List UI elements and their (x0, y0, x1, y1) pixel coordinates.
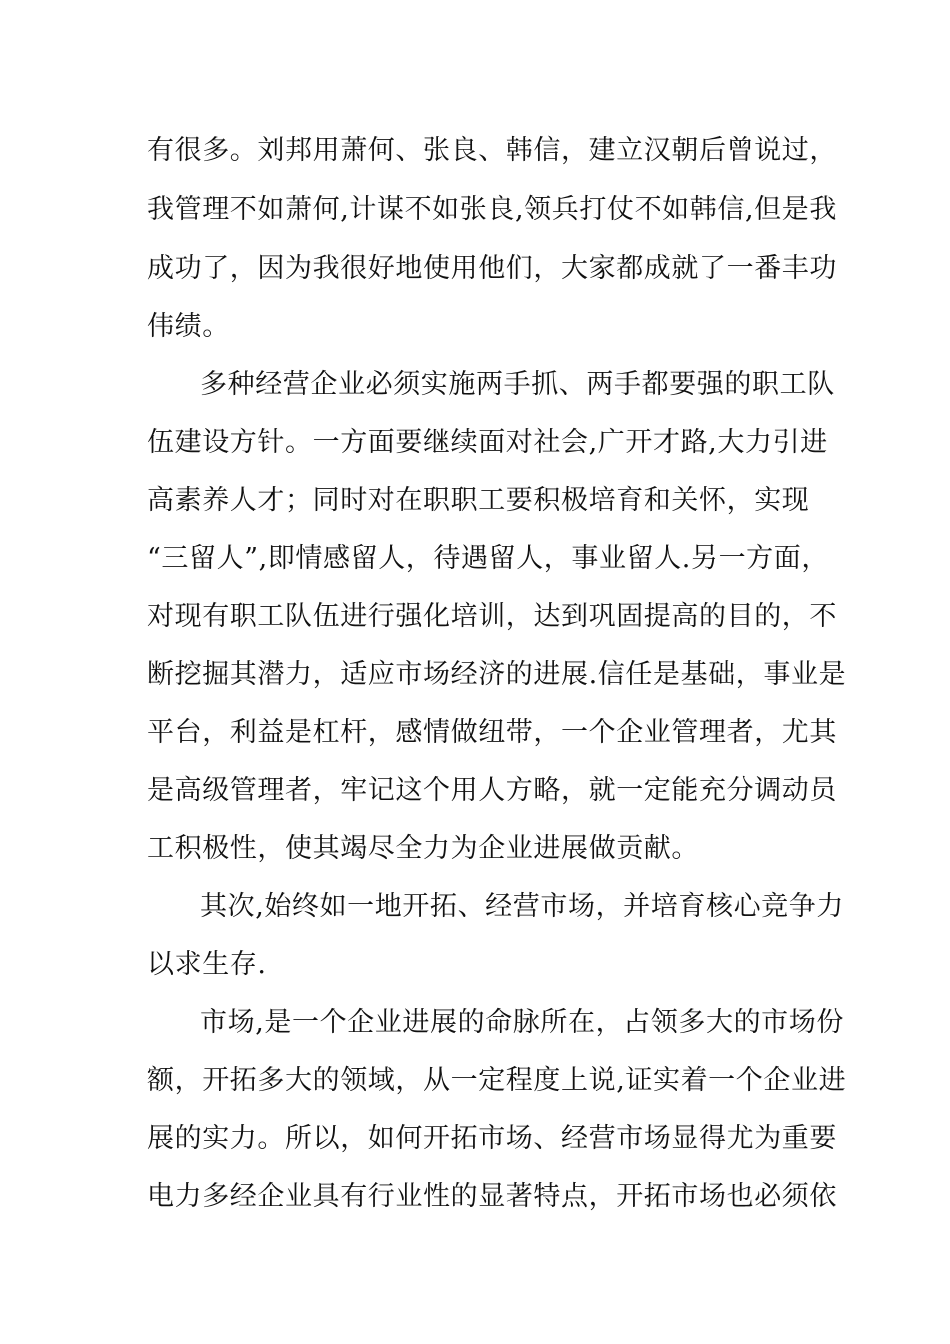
text-line: 高素养人才；同时对在职职工要积极培育和关怀，实现 (147, 485, 810, 516)
text-line: 平台，利益是杠杆，感情做纽带，一个企业管理者，尤其 (147, 717, 837, 748)
text-line: “三留人”,即情感留人，待遇留人，事业留人.另一方面， (147, 543, 829, 574)
text-line: 有很多。刘邦用萧何、张良、韩信，建立汉朝后曾说过， (147, 135, 837, 166)
text-line: 伍建设方针。一方面要继续面对社会,广开才路,大力引进 (147, 427, 828, 458)
paragraph-first-line: 其次,始终如一地开拓、经营市场，并培育核心竞争力 (200, 891, 844, 922)
text-line: 额，开拓多大的领域，从一定程度上说,证实着一个企业进 (147, 1065, 847, 1096)
text-line: 工积极性，使其竭尽全力为企业进展做贡献。 (147, 833, 699, 864)
text-line: 伟绩。 (147, 311, 230, 342)
text-line: 是高级管理者，牢记这个用人方略，就一定能充分调动员 (147, 775, 837, 806)
text-line: 展的实力。所以，如何开拓市场、经营市场显得尤为重要 (147, 1123, 837, 1154)
text-line: 我管理不如萧何,计谋不如张良,领兵打仗不如韩信,但是我 (147, 194, 837, 225)
text-line: 断挖掘其潜力，适应市场经济的进展.信任是基础，事业是 (147, 659, 847, 690)
paragraph-first-line: 多种经营企业必须实施两手抓、两手都要强的职工队 (200, 369, 835, 400)
paragraph-first-line: 市场,是一个企业进展的命脉所在，占领多大的市场份 (200, 1007, 844, 1038)
text-line: 以求生存. (147, 949, 267, 980)
text-line: 成功了，因为我很好地使用他们，大家都成就了一番丰功 (147, 253, 837, 284)
text-line: 对现有职工队伍进行强化培训，达到巩固提高的目的，不 (147, 601, 837, 632)
text-line: 电力多经企业具有行业性的显著特点，开拓市场也必须依 (147, 1181, 837, 1212)
